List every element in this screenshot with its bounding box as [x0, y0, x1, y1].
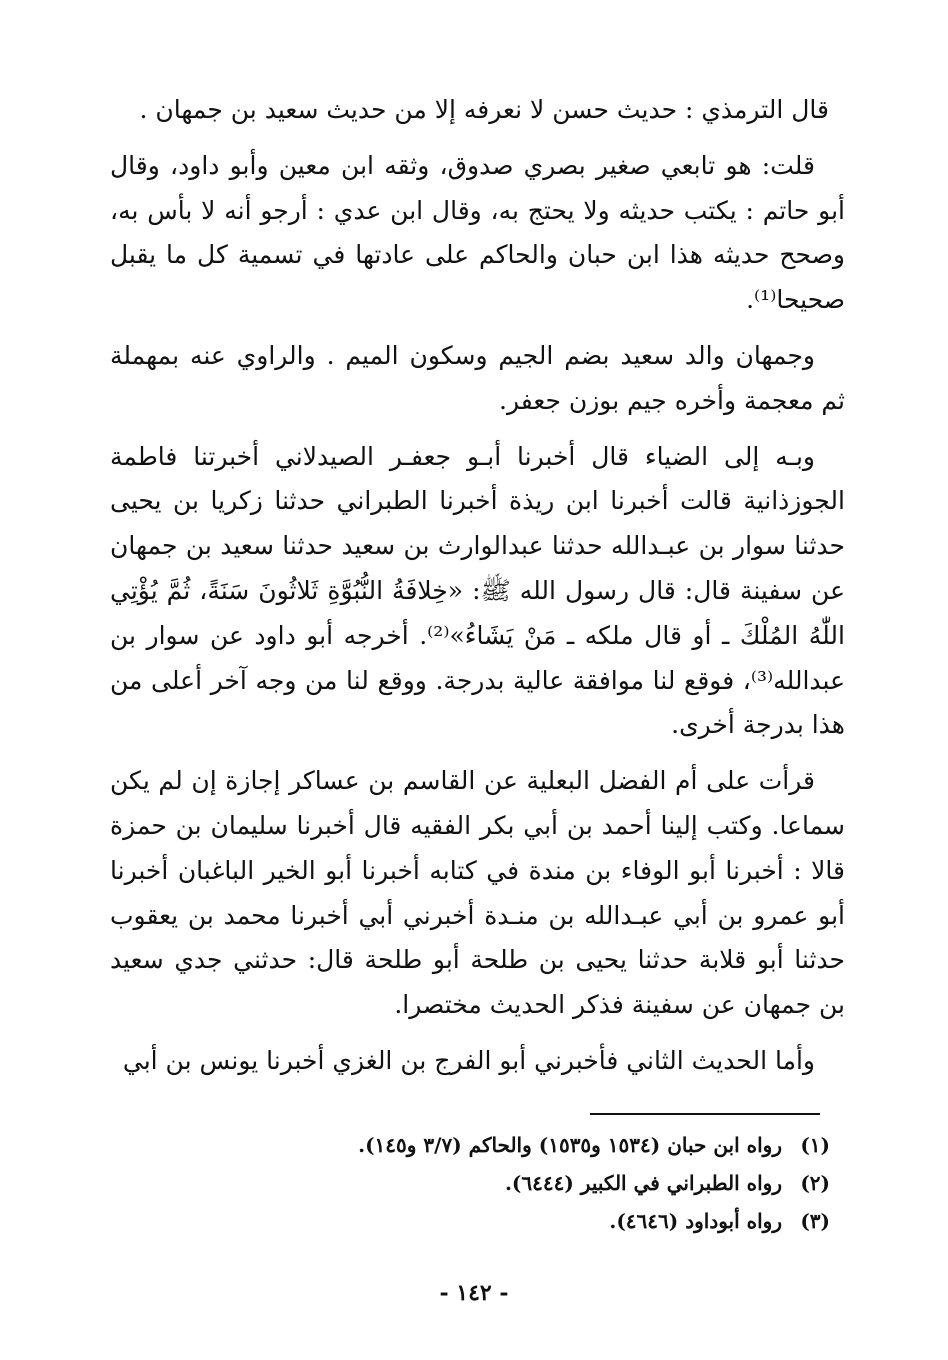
footnote-text: رواه ابن حبان (١٥٣٤ و١٥٣٥) والحاكم (٣/٧ و١٤٥). [358, 1133, 782, 1157]
footnote-marker: (٣) [800, 1209, 830, 1233]
footnote-marker: (٢) [800, 1171, 830, 1195]
footnote-2 [230, 1164, 830, 1202]
paragraph-second-chain: قرأت على أم الفضل البعلية عن القاسم بن عساكر إجازة إن لم يكن سماعا. وكتب إلينا أحمد بن أبي بكر الفقيه قال أخبرنا سليمان بن حمزة قالا : أخبرنا أبو الوفاء بن مندة في كتابه أخبرنا أبو الخير الباغبان أخبرنا أبو عمرو بن أبي عبـدالله بن منـدة أخبرني أبي أخبرنا محمد بن يعقوب حدثنا أبو قلابة حدثنا يحيى بن طلحة أبو طلحة قال: حدثني جدي سعيد بن جمهان عن سفينة فذكر الحديث مختصرا. [110, 766, 845, 1020]
footnote-text: رواه أبوداود (٤٦٤٦). [609, 1209, 782, 1233]
main-text [110, 88, 845, 1095]
page-number: - ١٤٢ - [439, 1280, 509, 1306]
paragraph-hadith-chain: وبـه إلى الضياء قال أخبرنا أبـو جعفـر الصيدلاني أخبرتنا فاطمة الجوزذانية قالت أخبرنا ابن ريذة أخبرنا الطبراني حدثنا زكريا بن يحيى حدثنا سوار بن عبـدالله حدثنا عبدالوارث بن سعيد حدثنا سعيد بن جمهان عن سفينة قال: قال رسول الله ﷺ: «خِلافَةُ النُّبُوَّةِ ثَلاثُونَ سَنَةً، ثُمَّ يُؤْتِي اللّٰهُ المُلْكَ ـ أو قال ملكه ـ مَنْ يَشَاءُ»⁽²⁾. أخرجه أبو داود عن سوار بن عبدالله⁽³⁾، فوقع لنا موافقة عالية بدرجة. ووقع لنا من وجه آخر أعلى من هذا بدرجة أخرى. [110, 441, 845, 740]
paragraph-second-hadith: وأما الحديث الثاني فأخبرني أبو الفرج بن الغزي أخبرنا يونس بن أبي [122, 1045, 815, 1075]
footnotes [230, 1126, 830, 1240]
footnote-1 [230, 1126, 830, 1164]
paragraph-narrator-grading: قلت: هو تابعي صغير بصري صدوق، وثقه ابن معين وأبو داود، وقال أبو حاتم : يكتب حديثه ولا يحتج به، وقال ابن عدي : أرجو أنه لا بأس به، وصحح حديثه هذا ابن حبان والحاكم على عادتها في تسمية كل ما يقبل صحيحا⁽¹⁾. [110, 150, 845, 315]
footnote-3 [230, 1202, 830, 1240]
footnote-separator [590, 1113, 820, 1115]
paragraph-jumhan-note: وجمهان والد سعيد بضم الجيم وسكون الميم . والراوي عنه بمهملة ثم معجمة وأخره جيم بوزن جعفر. [110, 340, 845, 415]
footnote-text: رواه الطبراني في الكبير (٦٤٤٤). [504, 1171, 782, 1195]
paragraph-tirmidhi: قال الترمذي : حديث حسن لا نعرفه إلا من حديث سعيد بن جمهان . [139, 95, 829, 124]
footnote-marker: (١) [800, 1133, 830, 1157]
